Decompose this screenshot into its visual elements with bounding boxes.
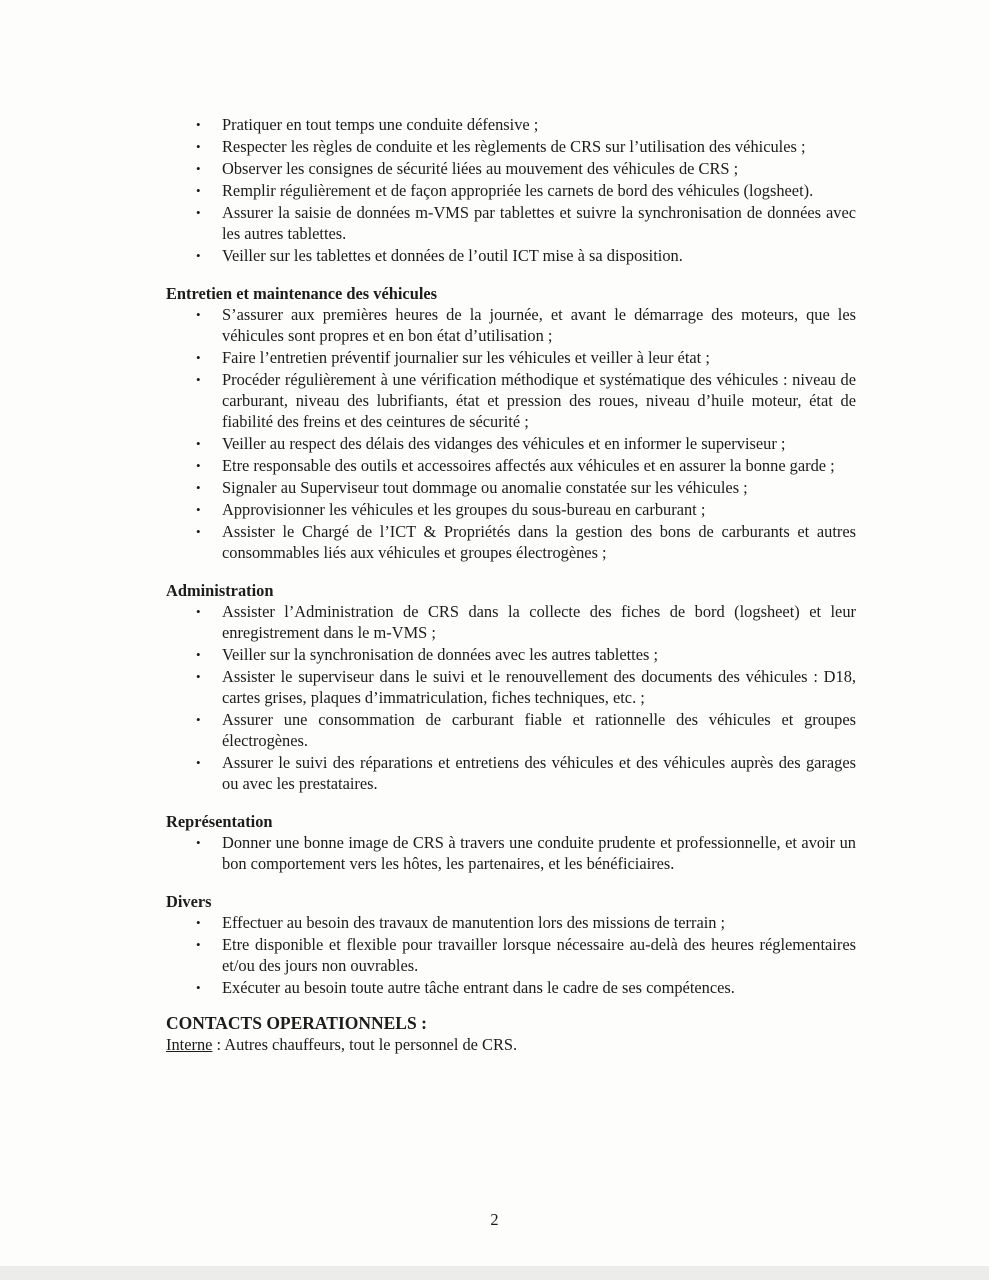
bullet-item (166, 521, 856, 563)
bullet-text: Approvisionner les véhicules et les groupes du sous-bureau en carburant ; (222, 500, 706, 519)
bullet-icon: • (196, 205, 201, 220)
bullet-icon: • (196, 604, 201, 619)
section-heading: Entretien et maintenance des véhicules (166, 284, 438, 303)
bullet-text: Procéder régulièrement à une vérification méthodique et systématique des véhicules : niveau de carburant, niveau des lubrifiants, état et pression des roues, niveau d’huile moteur, état de fiabilité des freins et des ceintures de sécurité ; (222, 370, 856, 431)
bullet-icon: • (196, 458, 201, 473)
bullet-icon: • (196, 248, 201, 263)
bullet-icon: • (196, 524, 201, 539)
bullet-text: Pratiquer en tout temps une conduite défensive ; (222, 115, 539, 134)
bullet-text: Assurer la saisie de données m-VMS par tablettes et suivre la synchronisation de données avec les autres tablettes. (222, 203, 856, 243)
scan-bottom-edge (0, 1266, 989, 1280)
bullet-item (166, 709, 856, 751)
contacts-heading: CONTACTS OPERATIONNELS : (166, 1013, 427, 1033)
bullet-item (166, 934, 856, 976)
bullet-icon: • (196, 502, 201, 517)
bullet-icon: • (196, 915, 201, 930)
bullet-item (166, 136, 856, 157)
bullet-text: Effectuer au besoin des travaux de manutention lors des missions de terrain ; (222, 913, 726, 932)
interne-text: : Autres chauffeurs, tout le personnel de CRS. (212, 1035, 518, 1054)
sections-container (166, 283, 856, 998)
bullet-item (166, 912, 856, 933)
bullet-item (166, 180, 856, 201)
document-body (166, 114, 856, 1055)
bullet-item (166, 304, 856, 346)
bullet-icon: • (196, 835, 201, 850)
section-bullet-list (166, 304, 856, 563)
section (166, 283, 856, 563)
bullet-text: Veiller sur la synchronisation de données avec les autres tablettes ; (222, 645, 659, 664)
section-heading: Administration (166, 581, 274, 600)
section (166, 580, 856, 794)
bullet-item (166, 666, 856, 708)
bullet-icon: • (196, 755, 201, 770)
bullet-text: Remplir régulièrement et de façon appropriée les carnets de bord des véhicules (logsheet). (222, 181, 814, 200)
bullet-item (166, 977, 856, 998)
bullet-item (166, 202, 856, 244)
section (166, 891, 856, 998)
bullet-item (166, 114, 856, 135)
section-bullet-list (166, 912, 856, 998)
bullet-item (166, 832, 856, 874)
bullet-item (166, 644, 856, 665)
bullet-item (166, 369, 856, 432)
bullet-item (166, 499, 856, 520)
bullet-icon: • (196, 480, 201, 495)
bullet-icon: • (196, 372, 201, 387)
bullet-text: Assurer le suivi des réparations et entretiens des véhicules et des véhicules auprès des garages ou avec les prestataires. (222, 753, 856, 793)
bullet-item (166, 158, 856, 179)
bullet-text: Assister le superviseur dans le suivi et le renouvellement des documents des véhicules : D18, cartes grises, plaques d’immatriculation, fiches techniques, etc. ; (222, 667, 856, 707)
bullet-icon: • (196, 183, 201, 198)
intro-bullet-list (166, 114, 856, 266)
bullet-text: Exécuter au besoin toute autre tâche entrant dans le cadre de ses compétences. (222, 978, 735, 997)
contacts-interne-line (166, 1034, 856, 1055)
bullet-text: Assurer une consommation de carburant fiable et rationnelle des véhicules et groupes électrogènes. (222, 710, 856, 750)
bullet-item (166, 752, 856, 794)
bullet-text: Veiller au respect des délais des vidanges des véhicules et en informer le superviseur ; (222, 434, 786, 453)
bullet-icon: • (196, 307, 201, 322)
bullet-item (166, 245, 856, 266)
bullet-text: Observer les consignes de sécurité liées au mouvement des véhicules de CRS ; (222, 159, 739, 178)
bullet-icon: • (196, 117, 201, 132)
bullet-icon: • (196, 669, 201, 684)
bullet-item (166, 433, 856, 454)
bullet-text: Faire l’entretien préventif journalier sur les véhicules et veiller à leur état ; (222, 348, 710, 367)
page-number: 2 (490, 1210, 499, 1229)
section (166, 811, 856, 874)
bullet-text: Donner une bonne image de CRS à travers une conduite prudente et professionnelle, et avoir un bon comportement vers les hôtes, les partenaires, et les bénéficiaires. (222, 833, 856, 873)
bullet-icon: • (196, 139, 201, 154)
bullet-text: Respecter les règles de conduite et les règlements de CRS sur l’utilisation des véhicules ; (222, 137, 806, 156)
bullet-item (166, 477, 856, 498)
bullet-item (166, 455, 856, 476)
bullet-text: Etre responsable des outils et accessoires affectés aux véhicules et en assurer la bonne garde ; (222, 456, 835, 475)
bullet-icon: • (196, 980, 201, 995)
bullet-text: Etre disponible et flexible pour travailler lorsque nécessaire au-delà des heures réglementaires et/ou des jours non ouvrables. (222, 935, 856, 975)
bullet-icon: • (196, 937, 201, 952)
bullet-text: Signaler au Superviseur tout dommage ou anomalie constatée sur les véhicules ; (222, 478, 748, 497)
bullet-icon: • (196, 712, 201, 727)
section-heading: Divers (166, 892, 212, 911)
bullet-text: Assister l’Administration de CRS dans la collecte des fiches de bord (logsheet) et leur enregistrement dans le m-VMS ; (222, 602, 856, 642)
bullet-icon: • (196, 350, 201, 365)
section-bullet-list (166, 832, 856, 874)
section-heading: Représentation (166, 812, 273, 831)
interne-label: Interne (166, 1035, 213, 1054)
bullet-item (166, 601, 856, 643)
section-bullet-list (166, 601, 856, 794)
bullet-item (166, 347, 856, 368)
bullet-text: Assister le Chargé de l’ICT & Propriétés dans la gestion des bons de carburants et autres consommables liés aux véhicules et groupes électrogènes ; (222, 522, 856, 562)
bullet-icon: • (196, 161, 201, 176)
bullet-icon: • (196, 647, 201, 662)
bullet-icon: • (196, 436, 201, 451)
bullet-text: Veiller sur les tablettes et données de l’outil ICT mise à sa disposition. (222, 246, 683, 265)
bullet-text: S’assurer aux premières heures de la journée, et avant le démarrage des moteurs, que les véhicules sont propres et en bon état d’utilisation ; (222, 305, 856, 345)
